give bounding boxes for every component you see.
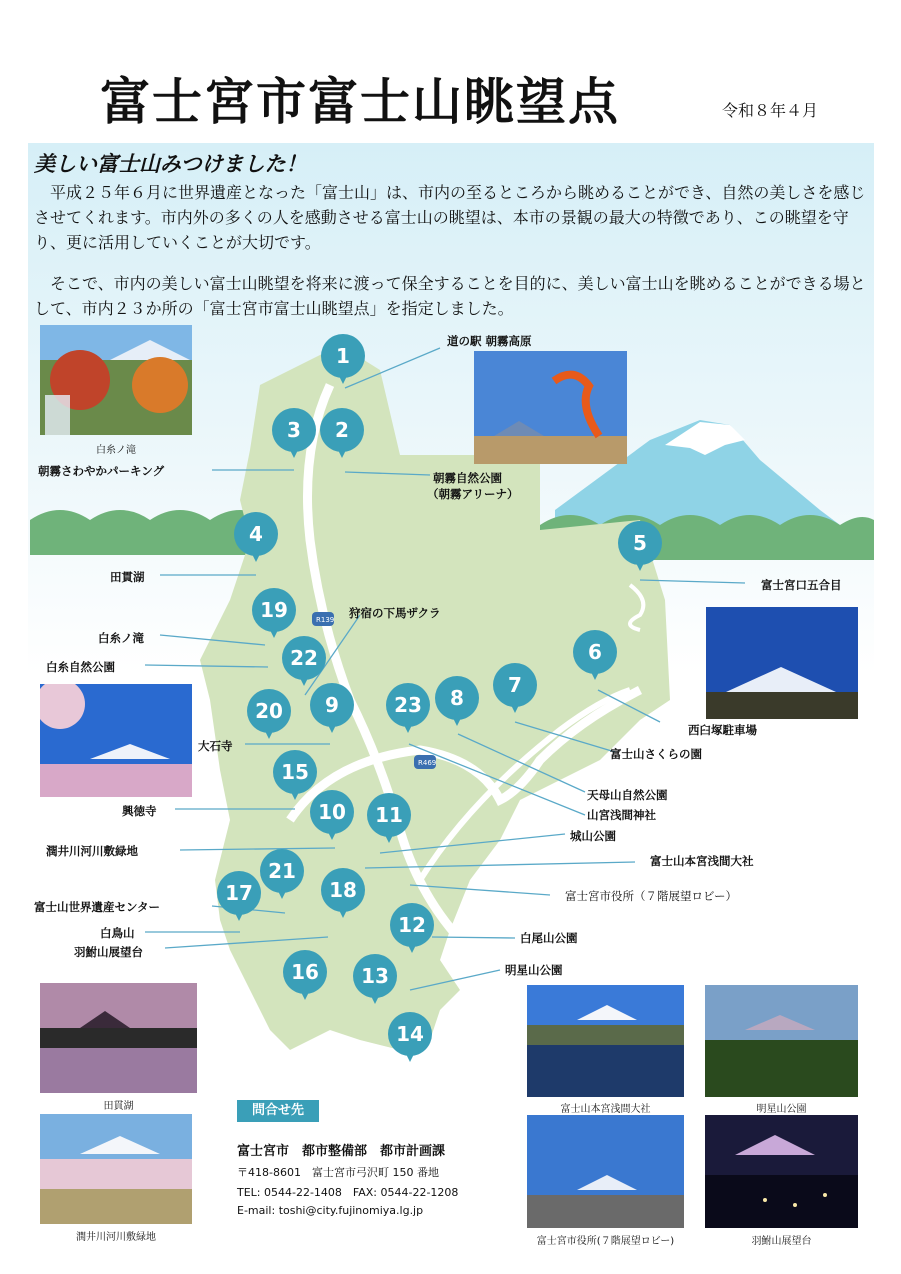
photo-habunayama — [705, 1115, 858, 1228]
label-shiraito-nature-park: 白糸自然公園 — [46, 660, 115, 674]
viewpoint-pin-7[interactable]: 7 — [493, 663, 537, 707]
viewpoint-pin-3[interactable]: 3 — [272, 408, 316, 452]
viewpoint-pin-10[interactable]: 10 — [310, 790, 354, 834]
viewpoint-pin-17[interactable]: 17 — [217, 871, 261, 915]
viewpoint-pin-15[interactable]: 15 — [273, 750, 317, 794]
caption-hongu-sengen-taisha: 富士山本宮浅間大社 — [560, 1104, 651, 1115]
label-shiroyama-park: 城山公園 — [570, 829, 616, 843]
intro-paragraph-2: そこで、市内の美しい富士山眺望を将来に渡って保全することを目的に、美しい富士山を眺めることができる場として、市内２３か所の「富士宮市富士山眺望点」を指定しました。 — [34, 274, 866, 318]
contact-phone: TEL: 0544-22-1408 FAX: 0544-22-1208 — [237, 1186, 459, 1199]
label-taisekiji: 大石寺 — [198, 739, 233, 753]
label-hongu-sengen-taisha: 富士山本宮浅間大社 — [650, 854, 754, 868]
page-title: 富士宮市富士山眺望点 — [100, 73, 620, 131]
viewpoint-pin-21[interactable]: 21 — [260, 849, 304, 893]
caption-shiraito-falls: 白糸ノ滝 — [96, 445, 136, 456]
photo-nishiusuzuka — [706, 607, 858, 719]
label-uruigawa-riverside: 潤井川河川敷緑地 — [46, 844, 138, 858]
viewpoint-pin-13[interactable]: 13 — [353, 954, 397, 998]
viewpoint-pin-18[interactable]: 18 — [321, 868, 365, 912]
label-asagiri-arena: （朝霧アリーナ） — [427, 487, 519, 501]
caption-city-hall: 富士宮市役所(７階展望ロビー) — [536, 1236, 675, 1247]
label-myojoyama-park: 明星山公園 — [505, 963, 563, 977]
photo-asagiri-kite — [474, 351, 627, 464]
viewpoint-pin-2[interactable]: 2 — [320, 408, 364, 452]
contact-tag: 問合せ先 — [237, 1100, 319, 1122]
contact-email[interactable]: E-mail: toshi@city.fujinomiya.lg.jp — [237, 1204, 424, 1217]
photo-shiraito-falls — [40, 325, 192, 435]
caption-habunayama: 羽鮒山展望台 — [751, 1236, 812, 1247]
contact-address: 〒418-8601 富士宮市弓沢町 150 番地 — [237, 1166, 439, 1179]
label-yamamiya-sengen: 山宮浅間神社 — [587, 808, 656, 822]
label-nishiusuzuka: 西臼塚駐車場 — [688, 723, 757, 737]
viewpoint-pin-9[interactable]: 9 — [310, 683, 354, 727]
viewpoint-pin-19[interactable]: 19 — [252, 588, 296, 632]
label-world-heritage-center: 富士山世界遺産センター — [34, 900, 161, 914]
caption-myojoyama: 明星山公園 — [756, 1104, 807, 1115]
issue-date: 令和８年４月 — [722, 101, 819, 120]
photo-taisekiji-sakura — [40, 684, 192, 797]
viewpoint-pin-1[interactable]: 1 — [321, 334, 365, 378]
contact-organization: 富士宮市 都市整備部 都市計画課 — [237, 1144, 446, 1159]
label-shiraito-falls: 白糸ノ滝 — [98, 631, 144, 645]
photo-tanuki-lake — [40, 983, 197, 1093]
label-shiratoriyama: 白鳥山 — [100, 926, 135, 940]
route-r469-text: R469 — [418, 759, 437, 767]
label-asagiri-nature-park: 朝霧自然公園 — [433, 471, 502, 485]
viewpoint-pin-11[interactable]: 11 — [367, 793, 411, 837]
viewpoint-pin-20[interactable]: 20 — [247, 689, 291, 733]
caption-uruigawa: 潤井川河川敷緑地 — [76, 1232, 156, 1243]
label-kariyado-sakura: 狩宿の下馬ザクラ — [349, 606, 441, 620]
label-shiraoyama-park: 白尾山公園 — [520, 931, 578, 945]
viewpoint-pin-14[interactable]: 14 — [388, 1012, 432, 1056]
viewpoint-pin-5[interactable]: 5 — [618, 521, 662, 565]
label-kotokuji: 興徳寺 — [122, 804, 157, 818]
lead-heading: 美しい富士山みつけました！ — [34, 152, 307, 176]
route-r139-text: R139 — [316, 616, 335, 624]
viewpoint-pin-16[interactable]: 16 — [283, 950, 327, 994]
viewpoint-pin-4[interactable]: 4 — [234, 512, 278, 556]
photo-uruigawa — [40, 1114, 192, 1224]
label-tanuki-lake: 田貫湖 — [110, 570, 145, 584]
intro-paragraph-1: 平成２５年６月に世界遺産となった「富士山」は、市内の至るところから眺めることができ、自然の美しさを感じさせてくれます。市内外の多くの人を感動させる富士山の眺望は、本市の景観の最大の特徴であり、この眺望を守り、更に活用していくことが大切です。 — [34, 183, 866, 252]
viewpoint-pin-23[interactable]: 23 — [386, 683, 430, 727]
label-fujinomiya-5th-station: 富士宮口五合目 — [761, 578, 842, 592]
photo-hongu-sengen-taisha — [527, 985, 684, 1097]
viewpoint-pin-12[interactable]: 12 — [390, 903, 434, 947]
viewpoint-pin-22[interactable]: 22 — [282, 636, 326, 680]
photo-city-hall — [527, 1115, 684, 1228]
viewpoint-pin-6[interactable]: 6 — [573, 630, 617, 674]
photo-myojoyama — [705, 985, 858, 1097]
label-asagiri-parking: 朝霧さわやかパーキング — [38, 464, 165, 478]
label-michinoeki-asagiri: 道の駅 朝霧高原 — [447, 334, 532, 348]
caption-tanuki-lake: 田貫湖 — [103, 1101, 134, 1112]
label-habunayama-lookout: 羽鮒山展望台 — [74, 945, 143, 959]
label-anmoyama-park: 天母山自然公園 — [587, 788, 668, 802]
label-city-hall: 富士宮市役所（７階展望ロビー） — [565, 889, 738, 903]
viewpoint-pin-8[interactable]: 8 — [435, 676, 479, 720]
label-sakura-no-sono: 富士山さくらの園 — [610, 747, 702, 761]
